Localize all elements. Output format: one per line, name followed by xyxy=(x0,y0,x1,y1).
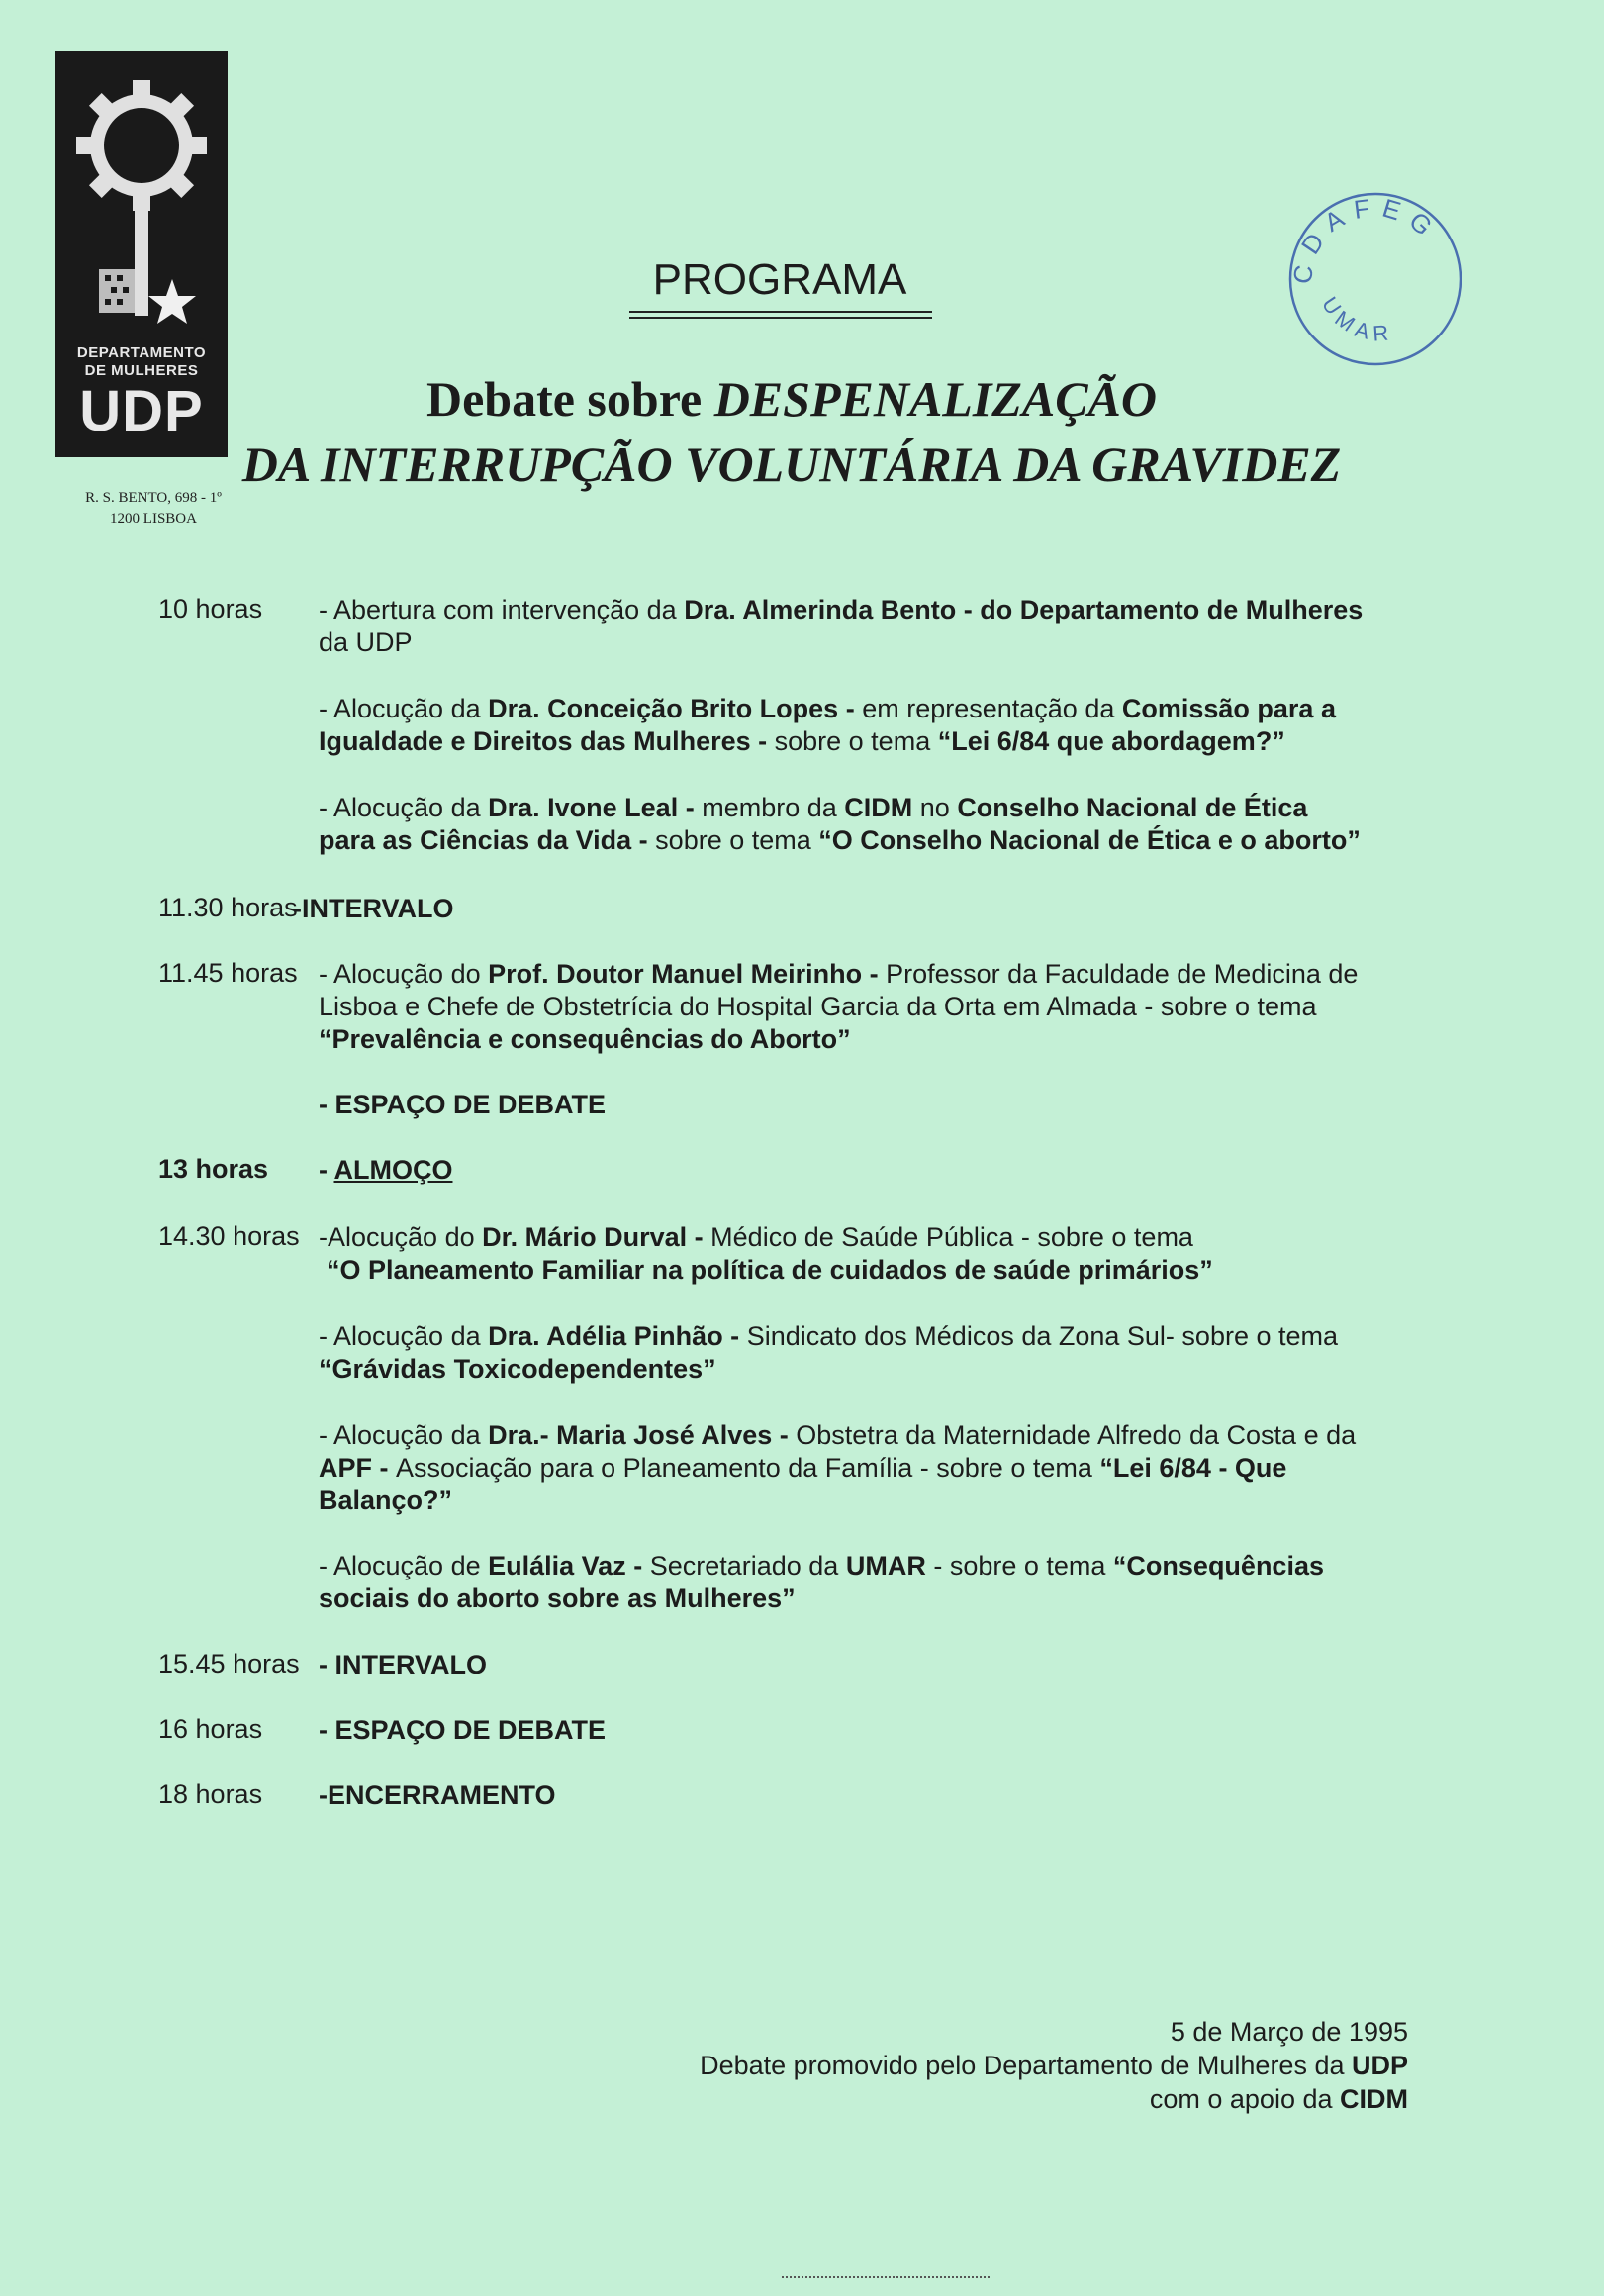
footer-date: 5 de Março de 1995 xyxy=(1170,2017,1408,2047)
item-text: Sindicato dos Médicos da Zona Sul- sobre o tema xyxy=(746,1321,1339,1351)
item-abertura xyxy=(319,594,1427,659)
logo-udp-text: UDP xyxy=(79,379,204,443)
item-label: - ESPAÇO DE DEBATE xyxy=(319,1715,607,1745)
item-text: - Alocução de xyxy=(319,1551,489,1580)
item-topic: “O Planeamento Familiar na política de cuidados de saúde primários” xyxy=(327,1255,1213,1285)
item-label: ALMOÇO xyxy=(333,1155,453,1185)
item-text: no xyxy=(912,793,958,822)
item-org: APF - xyxy=(319,1453,396,1483)
item-speaker: Dra. Almerinda Bento - do Departamento de Mulheres xyxy=(684,595,1364,624)
bottom-dotted-mark xyxy=(782,2276,990,2278)
item-meirinho xyxy=(319,958,1427,1056)
time-10: 10 horas xyxy=(158,594,263,623)
item-dash: - xyxy=(319,1155,334,1185)
time-1545: 15.45 horas xyxy=(158,1649,300,1678)
item-org: Igualdade e Direitos das Mulheres - xyxy=(319,726,775,756)
gear-key-icon xyxy=(55,51,228,348)
title-plain: Debate sobre xyxy=(425,371,714,427)
item-text: Professor da Faculdade de Medicina de xyxy=(886,959,1359,989)
item-text: Obstetra da Maternidade Alfredo da Costa e da xyxy=(796,1420,1357,1450)
item-eulalia xyxy=(319,1550,1427,1615)
item-topic: Balanço?” xyxy=(319,1485,453,1515)
item-topic: sociais do aborto sobre as Mulheres” xyxy=(319,1583,796,1613)
item-label: - INTERVALO xyxy=(319,1650,488,1679)
item-speaker: Dra. Adélia Pinhão - xyxy=(488,1321,747,1351)
umar-stamp xyxy=(1282,186,1468,372)
svg-text:CDAFEG xyxy=(1287,192,1446,286)
item-label: -ENCERRAMENTO xyxy=(319,1780,556,1810)
title-italic: DESPENALIZAÇÃO xyxy=(713,371,1158,427)
item-intervalo-1 xyxy=(293,893,1401,925)
item-debate-2 xyxy=(319,1714,1427,1747)
stamp-bottom-text: UMAR xyxy=(1316,292,1395,346)
address-city: 1200 LISBOA xyxy=(110,511,197,526)
footer-text: Debate promovido pelo Departamento de Mulheres da xyxy=(700,2051,1352,2080)
item-topic: “Lei 6/84 que abordagem?” xyxy=(937,726,1285,756)
item-text: - sobre o tema xyxy=(925,1551,1113,1580)
item-speaker: Dra. Ivone Leal - xyxy=(488,793,703,822)
item-text: membro da xyxy=(702,793,845,822)
item-adelia xyxy=(319,1320,1427,1386)
footer-org: UDP xyxy=(1351,2051,1408,2080)
time-1130: 11.30 horas xyxy=(158,893,298,922)
item-intervalo-2 xyxy=(319,1649,1427,1681)
item-topic: “Prevalência e consequências do Aborto” xyxy=(319,1024,851,1054)
item-topic: “Grávidas Toxicodependentes” xyxy=(319,1354,716,1384)
logo-line-departamento: DEPARTAMENTO xyxy=(76,344,207,361)
svg-text:UMAR xyxy=(1317,292,1395,345)
footer-promoter xyxy=(518,2049,1408,2082)
item-text: - Alocução do xyxy=(319,959,489,989)
address-street: R. S. BENTO, 698 - 1º xyxy=(85,490,222,506)
item-text: - Alocução da xyxy=(319,1420,489,1450)
item-text: em representação da xyxy=(862,694,1122,723)
item-text: Associação para o Planeamento da Família - sobre o tema xyxy=(396,1453,1100,1483)
item-topic: “Lei 6/84 - Que xyxy=(1099,1453,1287,1483)
logo-line-mulheres: DE MULHERES xyxy=(84,362,199,379)
item-encerramento xyxy=(319,1779,1427,1812)
footer-org: CIDM xyxy=(1340,2084,1408,2114)
stamp-top-text: CDAFEG xyxy=(1286,191,1446,286)
item-org: Comissão para a xyxy=(1121,694,1336,723)
heading-underline xyxy=(629,311,932,313)
item-debate-1 xyxy=(319,1089,1427,1121)
time-18: 18 horas xyxy=(158,1779,263,1809)
item-topic: “Consequências xyxy=(1112,1551,1324,1580)
item-text: Secretariado da xyxy=(649,1551,846,1580)
item-speaker: Eulália Vaz - xyxy=(488,1551,650,1580)
footer-support xyxy=(518,2082,1408,2116)
time-1145: 11.45 horas xyxy=(158,958,298,988)
item-org: Conselho Nacional de Ética xyxy=(957,793,1308,822)
programa-heading: PROGRAMA xyxy=(652,255,907,304)
item-label: -INTERVALO xyxy=(293,894,454,923)
item-almoco xyxy=(319,1154,1427,1187)
time-13: 13 horas xyxy=(158,1154,269,1184)
item-text: -Alocução do xyxy=(319,1222,483,1252)
item-speaker: Dra. Conceição Brito Lopes - xyxy=(488,694,863,723)
item-speaker: Dra.- Maria José Alves - xyxy=(488,1420,797,1450)
item-text: - Abertura com intervenção da xyxy=(319,595,685,624)
item-text: - Alocução da xyxy=(319,1321,489,1351)
item-speaker: Dr. Mário Durval - xyxy=(482,1222,711,1252)
heading-underline-2 xyxy=(629,317,932,319)
item-text: - Alocução da xyxy=(319,694,489,723)
item-maria-jose xyxy=(319,1419,1427,1517)
item-speaker: Prof. Doutor Manuel Meirinho - xyxy=(488,959,887,989)
time-16: 16 horas xyxy=(158,1714,263,1744)
time-1430: 14.30 horas xyxy=(158,1221,300,1251)
debate-title-line1 xyxy=(198,370,1385,428)
item-topic: “O Conselho Nacional de Ética e o aborto” xyxy=(818,825,1361,855)
item-org: CIDM xyxy=(844,793,913,822)
item-text: sobre o tema xyxy=(774,726,938,756)
item-label: - ESPAÇO DE DEBATE xyxy=(319,1090,607,1119)
item-org: UMAR xyxy=(845,1551,926,1580)
item-conceicao xyxy=(319,693,1427,758)
item-durval xyxy=(319,1221,1427,1287)
item-text: da UDP xyxy=(319,627,413,657)
item-text: Lisboa e Chefe de Obstetrícia do Hospital Garcia da Orta em Almada - sobre o tema xyxy=(319,992,1317,1021)
item-ivone xyxy=(319,792,1427,857)
item-text: sobre o tema xyxy=(655,825,819,855)
item-org: para as Ciências da Vida - xyxy=(319,825,656,855)
item-text: Médico de Saúde Pública - sobre o tema xyxy=(710,1222,1193,1252)
item-text: - Alocução da xyxy=(319,793,489,822)
footer-text: com o apoio da xyxy=(1149,2084,1340,2114)
debate-title-line2: DA INTERRUPÇÃO VOLUNTÁRIA DA GRAVIDEZ xyxy=(241,436,1342,492)
